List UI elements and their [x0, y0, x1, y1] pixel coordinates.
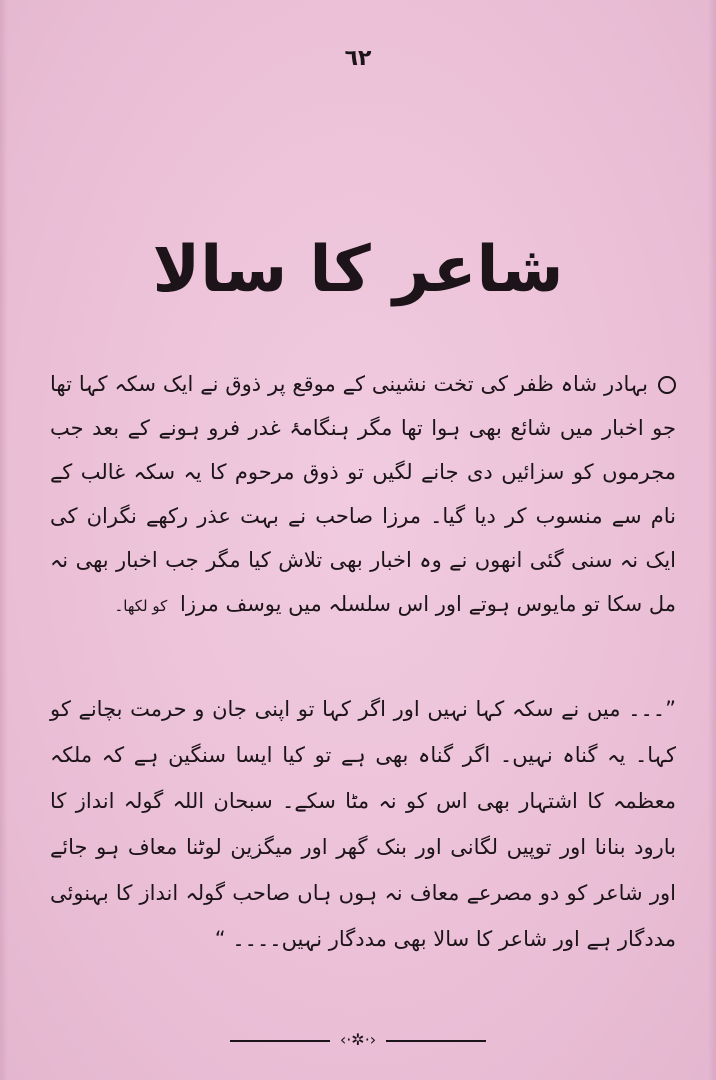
paragraph-1-trailer: کو لکھا۔ [114, 597, 168, 615]
ornament-line-right [386, 1040, 486, 1042]
ornament-center-icon: ‹·✲·› [339, 1030, 377, 1049]
paragraph-marker-icon [658, 376, 676, 394]
page-number: ٦٢ [344, 46, 372, 71]
paragraph-1-text: بہادر شاہ ظفر کی تخت نشینی کے موقع پر ذوق نے ایک سکہ کہا تھا جو اخبار میں شائع بھی ہوا تھا مگر ہنگامۂ غدر فرو ہونے کے بعد جب مجرموں کو سزائیں دی جانے لگیں تو ذوق مرحوم کا یہ سکہ غالب کے نام سے منسوب کر دیا گیا۔ مرزا صاحب نے بہت عذر رکھے نگران کی ایک نہ سنی گئی انھوں نے وہ اخبار بھی تلاش کیا مگر جب اخبار بھی نہ مل سکا تو مایوس ہوتے اور اس سلسلہ میں یوسف مرزا [50, 372, 676, 616]
paragraph-2-text: ”۔۔۔ میں نے سکہ کہا نہیں اور اگر کہا تو اپنی جان و حرمت بچانے کو کہا۔ یہ گناہ نہیں۔ اگر گناہ بھی ہے تو کیا ایسا سنگین ہے کہ ملکہ معظمہ کا اشتہار بھی اس کو نہ مٹا سکے۔ سبحان اللہ گولہ انداز کا بارود بنانا اور توپیں لگانی اور بنک گھر اور میگزین لوٹنا معاف ہو جائے اور شاعر کو دو مصرعے معاف نہ ہوں ہاں صاحب گولہ انداز کا بہنوئی مددگار ہے اور شاعر کا سالا بھی مددگار نہیں۔۔۔۔ “ [50, 697, 676, 951]
page-edge-right [708, 0, 716, 1080]
paragraph-1 [50, 362, 676, 628]
end-ornament [0, 1030, 716, 1050]
paragraph-2 [50, 686, 676, 962]
ornament-line-left [230, 1040, 330, 1042]
chapter-title: شاعر کا سالا [152, 233, 564, 307]
page-edge-left [0, 0, 8, 1080]
